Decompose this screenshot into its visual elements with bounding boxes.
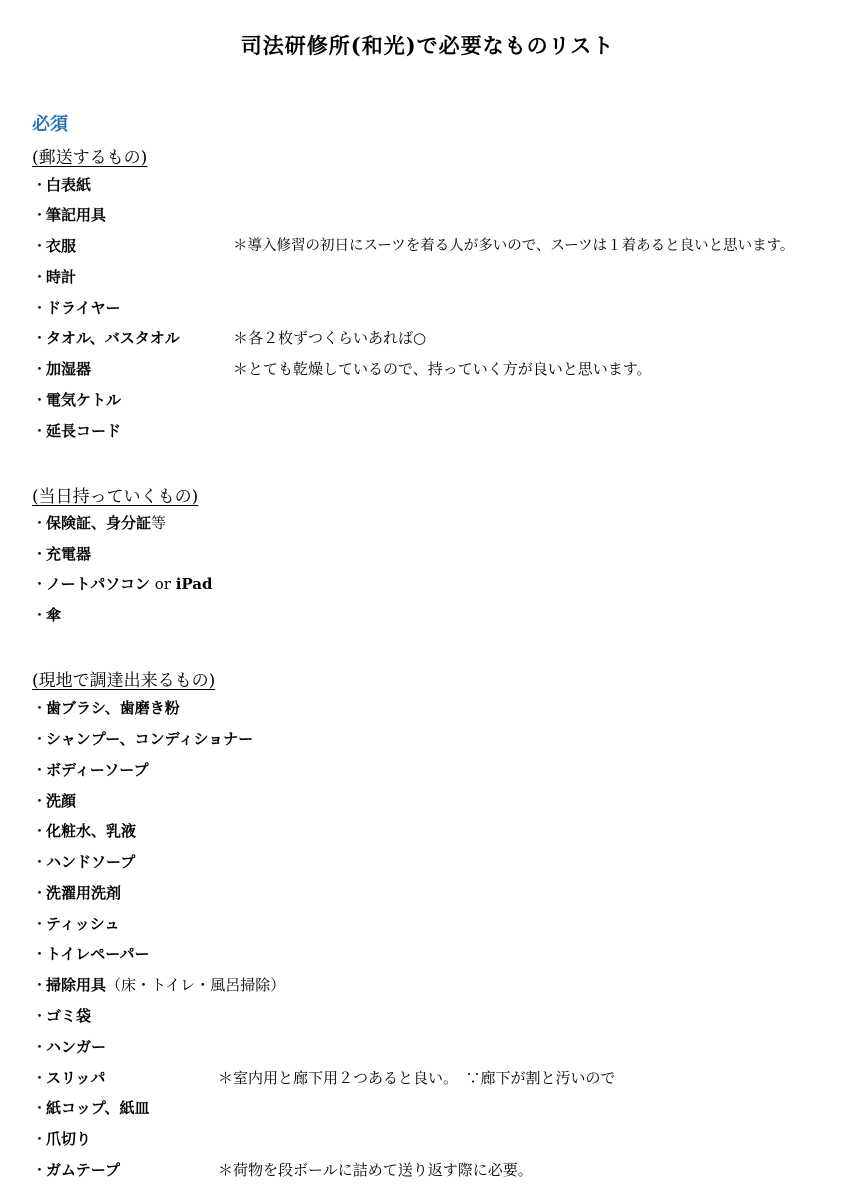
bullet: ・ — [32, 514, 48, 532]
bullet: ・ — [32, 360, 48, 378]
item-note: ＊とても乾燥しているので、持っていく方が良いと思います。 — [233, 360, 652, 378]
list-item — [32, 574, 213, 594]
list-item — [32, 760, 148, 780]
list-item — [32, 236, 76, 256]
item-name: ドライヤー — [46, 299, 121, 317]
item-name: 時計 — [46, 268, 77, 286]
list-item — [32, 698, 180, 718]
item-note: ＊室内用と廊下用２つあると良い。 ∵廊下が割と汚いので — [218, 1069, 616, 1087]
group-heading-text: (郵送するもの) — [32, 148, 148, 168]
group-heading-text: (当日持っていくもの) — [32, 487, 199, 507]
required-label: 必須 — [32, 114, 68, 135]
list-item — [32, 1037, 106, 1057]
group-heading-text: (現地で調達出来るもの) — [32, 671, 216, 691]
item-name: ノートパソコン — [46, 575, 150, 593]
item-name: 紙コップ、紙皿 — [46, 1099, 150, 1117]
item-name: 爪切り — [46, 1130, 92, 1148]
list-item — [32, 821, 136, 841]
list-item — [32, 791, 76, 811]
list-item — [32, 944, 150, 964]
list-item — [32, 605, 61, 625]
item-suffix: （床・トイレ・風呂掃除） — [106, 976, 286, 994]
item-name: 充電器 — [46, 545, 92, 563]
item-suffix: 等 — [151, 514, 167, 532]
bullet: ・ — [32, 299, 48, 317]
item-name: 傘 — [46, 606, 62, 624]
list-item — [32, 205, 106, 225]
item-name: トイレペーパー — [46, 945, 150, 963]
item-suffix: or — [149, 575, 176, 593]
bullet: ・ — [32, 884, 48, 902]
item-name: 白表紙 — [46, 176, 92, 194]
list-item — [32, 267, 76, 287]
bullet: ・ — [32, 1007, 48, 1025]
bullet: ・ — [32, 422, 48, 440]
bullet: ・ — [32, 945, 48, 963]
item-name: タオル、バスタオル — [46, 329, 180, 347]
item-name: 電気ケトル — [46, 391, 122, 409]
list-item — [32, 421, 121, 441]
list-item — [32, 175, 91, 195]
item-note: ＊荷物を段ボールに詰めて送り返す際に必要。 — [218, 1161, 533, 1179]
bullet: ・ — [32, 545, 48, 563]
bullet: ・ — [32, 976, 48, 994]
bullet: ・ — [32, 391, 48, 409]
item-name: 衣服 — [46, 237, 77, 255]
item-note: ＊各２枚ずつくらいあれば○ — [233, 329, 427, 347]
bullet: ・ — [32, 822, 48, 840]
group-heading-mail — [32, 143, 147, 168]
bullet: ・ — [32, 730, 48, 748]
item-name: 加湿器 — [46, 360, 92, 378]
group-heading-local — [32, 666, 215, 691]
item-name: ガムテープ — [46, 1161, 120, 1179]
bullet: ・ — [32, 1069, 48, 1087]
bullet: ・ — [32, 1038, 48, 1056]
item-name: 化粧水、乳液 — [46, 822, 137, 840]
bullet: ・ — [32, 761, 48, 779]
bullet: ・ — [32, 792, 48, 810]
page-title: 司法研修所(和光)で必要なものリスト — [240, 33, 615, 58]
bullet: ・ — [32, 268, 48, 286]
bullet: ・ — [32, 237, 48, 255]
bullet: ・ — [32, 575, 48, 593]
item-name: ゴミ袋 — [46, 1007, 92, 1025]
list-item — [32, 359, 91, 379]
item-name: ハンガー — [46, 1038, 107, 1056]
bullet: ・ — [32, 915, 48, 933]
list-item — [32, 1160, 120, 1180]
list-item — [32, 914, 120, 934]
bullet: ・ — [32, 699, 48, 717]
bullet: ・ — [32, 853, 48, 871]
item-name: 掃除用具 — [46, 976, 107, 994]
list-item — [32, 328, 180, 348]
item-name: 洗顔 — [46, 792, 77, 810]
list-item — [32, 1098, 150, 1118]
item-name: 筆記用具 — [46, 206, 107, 224]
item-name: ボディーソープ — [46, 761, 149, 779]
item-name: スリッパ — [46, 1069, 106, 1087]
bullet: ・ — [32, 206, 48, 224]
bullet: ・ — [32, 1099, 48, 1117]
list-item — [32, 1068, 105, 1088]
list-item — [32, 1129, 91, 1149]
list-item — [32, 883, 121, 903]
list-item — [32, 975, 285, 995]
item-note: ＊導入修習の初日にスーツを着る人が多いので、スーツは１着あると良いと思います。 — [233, 238, 795, 254]
item-name: 歯ブラシ、歯磨き粉 — [46, 699, 180, 717]
list-item — [32, 1006, 91, 1026]
item-name: 延長コード — [46, 422, 122, 440]
item-name-2: iPad — [175, 575, 213, 593]
item-name: ハンドソープ — [46, 853, 136, 871]
item-name: 洗濯用洗剤 — [46, 884, 122, 902]
list-item — [32, 298, 121, 318]
list-item — [32, 390, 121, 410]
bullet: ・ — [32, 1130, 48, 1148]
list-item — [32, 544, 91, 564]
item-name: 保険証、身分証 — [46, 514, 152, 532]
bullet: ・ — [32, 1161, 48, 1179]
item-name: ティッシュ — [46, 915, 120, 933]
bullet: ・ — [32, 329, 48, 347]
item-name: シャンプー、コンディショナー — [46, 730, 254, 748]
group-heading-bring — [32, 482, 198, 507]
list-item — [32, 729, 253, 749]
list-item — [32, 852, 135, 872]
bullet: ・ — [32, 176, 48, 194]
list-item — [32, 513, 166, 533]
bullet: ・ — [32, 606, 48, 624]
